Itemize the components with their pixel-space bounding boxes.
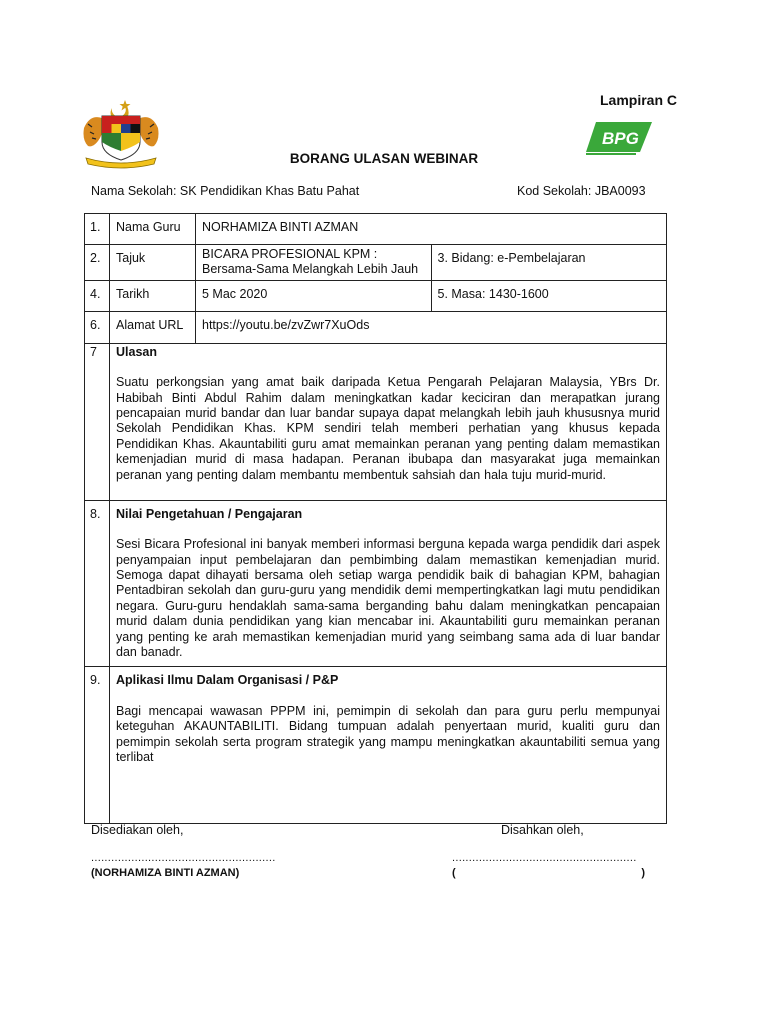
- teacher-name-value: NORHAMIZA BINTI AZMAN: [196, 214, 667, 245]
- row-number: 2.: [85, 245, 110, 281]
- title-value: [196, 245, 432, 281]
- row-review: [85, 343, 667, 500]
- webinar-review-table: [84, 213, 667, 824]
- approved-name-placeholder: [452, 867, 645, 879]
- date-value: 5 Mac 2020: [196, 280, 432, 311]
- row-number: 8.: [85, 500, 110, 667]
- prepared-by-label: Disediakan oleh,: [91, 823, 184, 837]
- title-value-line2: Bersama-Sama Melangkah Lebih Jauh: [202, 262, 419, 277]
- close-parenthesis: ): [641, 867, 645, 879]
- bpg-logo-text: BPG: [602, 129, 639, 148]
- application-text: Bagi mencapai wawasan PPPM ini, pemimpin di sekolah dan para guru perlu mempunyai keteguhan AKAUNTABILITI. Bidang tumpuan adalah penyertaan murid, kualiti guru dan pemimpin sekolah serta program strategik yang mampu meningkatkan akauntabiliti semua yang terlibat: [116, 703, 660, 765]
- row-number: 6.: [85, 311, 110, 343]
- field-value: 3. Bidang: e-Pembelajaran: [431, 245, 667, 281]
- school-name: Nama Sekolah: SK Pendidikan Khas Batu Pahat: [91, 184, 360, 198]
- url-value[interactable]: https://youtu.be/zvZwr7XuOds: [196, 311, 667, 343]
- lampiran-label: Lampiran C: [600, 92, 678, 108]
- teacher-name-label: Nama Guru: [110, 214, 196, 245]
- application-heading: Aplikasi Ilmu Dalam Organisasi / P&P: [116, 673, 339, 688]
- prepared-name: (NORHAMIZA BINTI AZMAN): [91, 867, 240, 879]
- application-section: [110, 667, 667, 824]
- title-value-line1: BICARA PROFESIONAL KPM :: [202, 247, 378, 261]
- row-number: 9.: [85, 667, 110, 824]
- row-url: [85, 311, 667, 343]
- url-label: Alamat URL: [110, 311, 196, 343]
- knowledge-text: Sesi Bicara Profesional ini banyak memberi informasi berguna kepada warga pendidik dari aspek penyampaian input pembelajaran dan pembimbing dalam memastikan kemenjadian murid. Semoga dapat dihayati bersama oleh setiap warga pendidik baik di bahagian KPM, bahagian Pentadbiran sekolah dan guru-guru yang mendidik demi mempertingkatkan lagi mutu pendidikan negara. Guru-guru hendaklah sama-sama berganding bahu dalam meningkatkan pencapaian murid dalam dunia pendidikan yang kian mencabar ini. Akauntabiliti guru memainkan peranan yang penting ke arah memastikan kemenjadian murid yang seimbang sama ada di luar bandar dan banadr.: [116, 537, 660, 660]
- prepared-signature-line: .......................................................: [91, 852, 276, 864]
- row-title: [85, 245, 667, 281]
- school-code: Kod Sekolah: JBA0093: [517, 184, 646, 198]
- form-title: BORANG ULASAN WEBINAR: [289, 151, 479, 166]
- review-section: [110, 343, 667, 500]
- approved-by-label: Disahkan oleh,: [501, 823, 584, 837]
- row-knowledge: [85, 500, 667, 667]
- knowledge-section: [110, 500, 667, 667]
- row-teacher-name: [85, 214, 667, 245]
- open-parenthesis: (: [452, 867, 456, 879]
- review-heading: Ulasan: [116, 344, 157, 359]
- row-number: 7: [85, 343, 110, 500]
- date-label: Tarikh: [110, 280, 196, 311]
- time-value: 5. Masa: 1430-1600: [431, 280, 667, 311]
- row-application: [85, 667, 667, 824]
- row-number: 1.: [85, 214, 110, 245]
- title-label: Tajuk: [110, 245, 196, 281]
- row-date: [85, 280, 667, 311]
- review-text: Suatu perkongsian yang amat baik daripada Ketua Pengarah Pelajaran Malaysia, YBrs Dr. Habibah Binti Abdul Rahim dalam meningkatkan kadar keciciran dan merapatkan jurang pencapaian murid bandar dan luar bandar supaya dapat melangkah lebih jauh khususnya murid Sekolah Pendidikan Khas. KPM sendiri telah memberi perhatian yang khusus kepada Pendidikan Khas. Akauntabiliti guru amat memainkan peranan yang penting dalam memastikan kemenjadian murid di masa hadapan. Peranan ibubapa dan masyarakat juga memainkan peranan yang penting dalam membantu membentuk sahsiah dan hala tuju murid-murid.: [116, 375, 660, 482]
- approved-signature-line: .......................................................: [452, 852, 637, 864]
- knowledge-heading: Nilai Pengetahuan / Pengajaran: [116, 506, 303, 521]
- row-number: 4.: [85, 280, 110, 311]
